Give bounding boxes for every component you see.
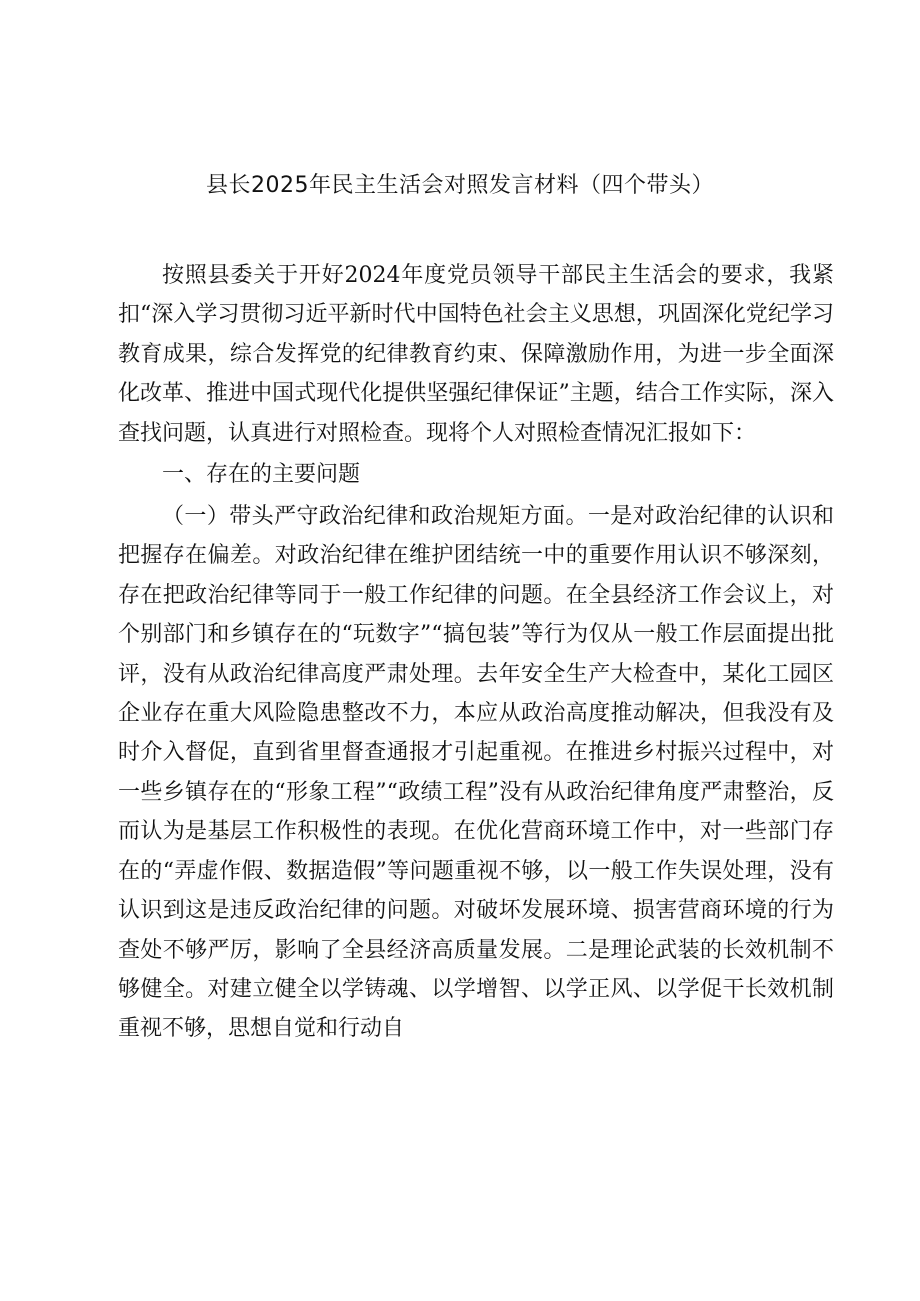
section-heading: 一、存在的主要问题 — [162, 462, 361, 488]
intro-paragraph: 按照县委关于开好2024年度党员领导干部民主生活会的要求，我紧扣“深入学习贯彻习近平新时代中国特色社会主义思想，巩固深化党纪学习教育成果，综合发挥党的纪律教育约束、保障激励作用，为进一步全面深化改革、推进中国式现代化提供坚强纪律保证”主题，结合工作实际，深入查找问题，认真进行对照检查。现将个人对照检查情况汇报如下： — [118, 263, 834, 446]
document-title: 县长2025年民主生活会对照发言材料（四个带头） — [206, 173, 714, 198]
document-body — [118, 256, 834, 1049]
section-paragraph: （一）带头严守政治纪律和政治规矩方面。一是对政治纪律的认识和把握存在偏差。对政治纪律在维护团结统一中的重要作用认识不够深刻，存在把政治纪律等同于一般工作纪律的问题。在全县经济工作会议上，对个别部门和乡镇存在的“玩数字”“搞包装”等行为仅从一般工作层面提出批评，没有从政治纪律高度严肃处理。去年安全生产大检查中，某化工园区企业存在重大风险隐患整改不力，本应从政治高度推动解决，但我没有及时介入督促，直到省里督查通报才引起重视。在推进乡村振兴过程中，对一些乡镇存在的“形象工程”“政绩工程”没有从政治纪律角度严肃整治，反而认为是基层工作积极性的表现。在优化营商环境工作中，对一些部门存在的“弄虚作假、数据造假”等问题重视不够，以一般工作失误处理，没有认识到这是违反政治纪律的问题。对破坏发展环境、损害营商环境的行为查处不够严厉，影响了全县经济高质量发展。二是理论武装的长效机制不够健全。对建立健全以学铸魂、以学增智、以学正风、以学促干长效机制重视不够，思想自觉和行动自 — [118, 504, 834, 1042]
